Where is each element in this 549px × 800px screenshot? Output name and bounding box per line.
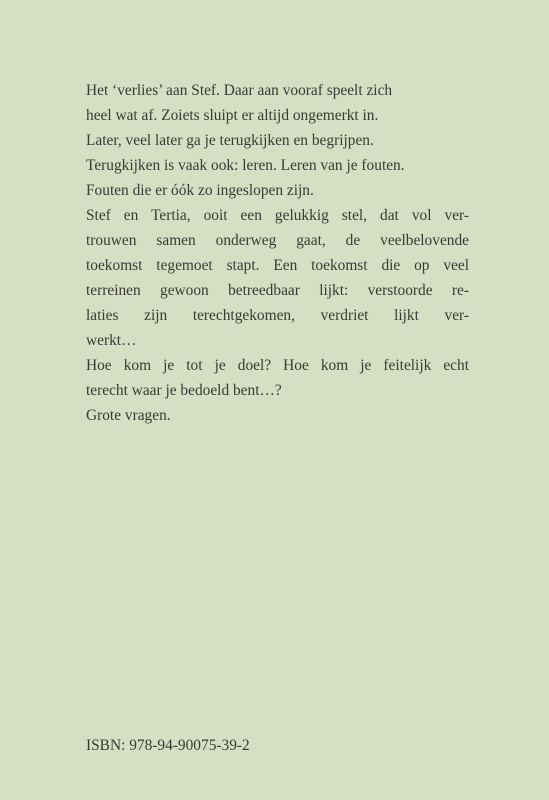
blurb-line-12: Hoe kom je tot je doel? Hoe kom je feitelijk echt <box>86 357 469 374</box>
blurb-line-13: terecht waar je bedoeld bent…? <box>86 382 282 399</box>
blurb-line-9: terreinen gewoon betreedbaar lijkt: verstoorde re- <box>86 282 469 299</box>
blurb-line-11: werkt… <box>86 332 137 349</box>
blurb-line-14: Grote vragen. <box>86 407 171 424</box>
blurb-line-6: Stef en Tertia, ooit een gelukkig stel, dat vol ver- <box>86 207 469 224</box>
blurb-line-7: trouwen samen onderweg gaat, de veelbelovende <box>86 232 469 249</box>
blurb-line-10: laties zijn terechtgekomen, verdriet lijkt ver- <box>86 307 469 324</box>
blurb-line-8: toekomst tegemoet stapt. Een toekomst die op veel <box>86 257 469 274</box>
blurb-line-2: heel wat af. Zoiets sluipt er altijd ongemerkt in. <box>86 107 379 124</box>
blurb-line-4: Terugkijken is vaak ook: leren. Leren van je fouten. <box>86 157 405 174</box>
blurb-text <box>86 78 469 428</box>
blurb-line-3: Later, veel later ga je terugkijken en begrijpen. <box>86 132 374 149</box>
blurb-line-1: Het ‘verlies’ aan Stef. Daar aan vooraf speelt zich <box>86 82 393 99</box>
isbn-number: ISBN: 978-94-90075-39-2 <box>86 737 250 754</box>
blurb-line-5: Fouten die er óók zo ingeslopen zijn. <box>86 182 314 199</box>
